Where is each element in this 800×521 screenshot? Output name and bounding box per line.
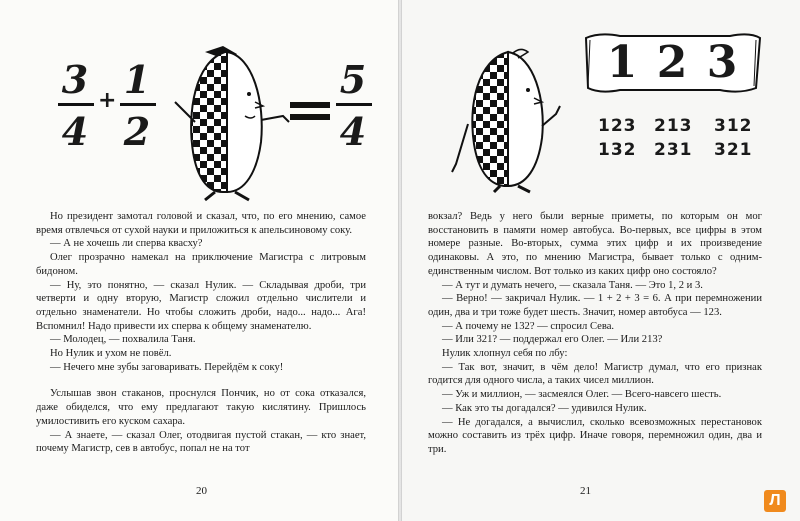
permutation-231: 231 [654, 140, 693, 160]
paragraph: — Молодец, — похвалила Таня. [50, 334, 196, 346]
paragraph: — Не догадался, а вычислил, сколько всевозможных перестановок можно составить из трёх цифр. Иначе говоря, перемножил один, два и три. [428, 416, 762, 455]
paragraph: Но Нулик и ухом не повёл. [50, 348, 172, 360]
egg-character-illustration [165, 42, 305, 202]
permutation-213: 213 [654, 116, 693, 136]
right-page-text [428, 210, 762, 457]
paragraph: — Уж и миллион, — засмеялся Олег. — Всего-навсего шесть. [442, 389, 722, 401]
page-number-left: 20 [196, 485, 207, 497]
paragraph: — Как это ты догадался? — удивился Нулик. [442, 402, 647, 414]
permutation-123: 123 [598, 116, 637, 136]
fraction3-denominator: 4 [339, 109, 367, 154]
fraction2-denominator: 2 [123, 109, 151, 154]
paragraph: — Верно! — закричал Нулик. — 1 + 2 + 3 = 6. А при перемножении один, два и три тоже будет шесть. Значит, номер автобуса — 123. [428, 293, 762, 318]
publisher-logo: Л [764, 490, 786, 512]
paragraph: — А почему не 132? — спросил Сева. [442, 320, 615, 332]
fraction2-bar [120, 103, 156, 106]
permutation-132: 132 [598, 140, 637, 160]
paragraph: — А тут и думать нечего, — сказала Таня. — Это 1, 2 и 3. [442, 279, 703, 291]
equals-bar-top [290, 102, 330, 108]
paragraph: вокзал? Ведь у него были верные приметы, по которым он мог восстановить в памяти номер автобуса. Во-первых, все цифры в этом номере разные. Во-вторых, сумма этих цифр и их произведение одинаковы. А это, по мнению Магистра, бывает только с одним-единственным числом. Вот только из каких цифр оно состояло? [428, 211, 762, 277]
fraction1-denominator: 4 [61, 109, 89, 154]
paragraph: — А не хочешь ли сперва квасху? [50, 238, 203, 250]
plus-sign: + [98, 88, 117, 113]
equals-bar-bottom [290, 114, 330, 120]
right-page [402, 0, 800, 521]
paragraph: — Ну, это понятно, — сказал Нулик. — Складывая дроби, три четверти и одну вторую, Магистр сложил отдельно числители и отдельно знаменатели. Но чтобы сложить дроби, надо... надо... Ага! Вспомнил! Надо привести их сперва к общему знаменателю. [36, 279, 366, 332]
banner-digit-2: 2 [656, 37, 688, 88]
paragraph: Но президент замотал головой и сказал, что, по его мнению, самое время отвлечься от сухой науки и приложиться к апельсиновому соку. [36, 211, 366, 236]
egg-character-pointing-illustration [448, 44, 578, 194]
paragraph: Олег прозрачно намекал на приключение Магистра с литровым бидоном. [36, 252, 366, 277]
fraction2-numerator: 1 [123, 57, 151, 102]
page-number-right: 21 [580, 485, 591, 497]
permutation-321: 321 [714, 140, 753, 160]
permutation-312: 312 [714, 116, 753, 136]
paragraph: — Или 321? — поддержал его Олег. — Или 213? [442, 334, 663, 346]
paragraph: Нулик хлопнул себя по лбу: [442, 348, 568, 360]
banner-digit-3: 3 [706, 37, 738, 88]
fraction1-numerator: 3 [61, 57, 89, 102]
paragraph: — Так вот, значит, в чём дело! Магистр думал, что его признак годится для одного числа, а таких чисел миллион. [428, 361, 762, 387]
fraction3-bar [336, 103, 372, 106]
banner-digit-1: 1 [606, 37, 638, 88]
fraction1-bar [58, 103, 94, 106]
left-page-text [36, 210, 366, 456]
paragraph: — А знаете, — сказал Олег, отодвигая пустой стакан, — кто знает, почему Магистр, сев в автобус, попал не на тот [36, 429, 366, 455]
paragraph: — Нечего мне зубы заговаривать. Перейдём к соку! [50, 361, 284, 373]
fraction3-numerator: 5 [339, 57, 367, 102]
paragraph: Услышав звон стаканов, проснулся Пончик, но от сока отказался, даже обиделся, что ему предлагают такую кислятину. Пришлось умилостивить его куском сахара. [36, 388, 366, 427]
left-page [0, 0, 398, 521]
